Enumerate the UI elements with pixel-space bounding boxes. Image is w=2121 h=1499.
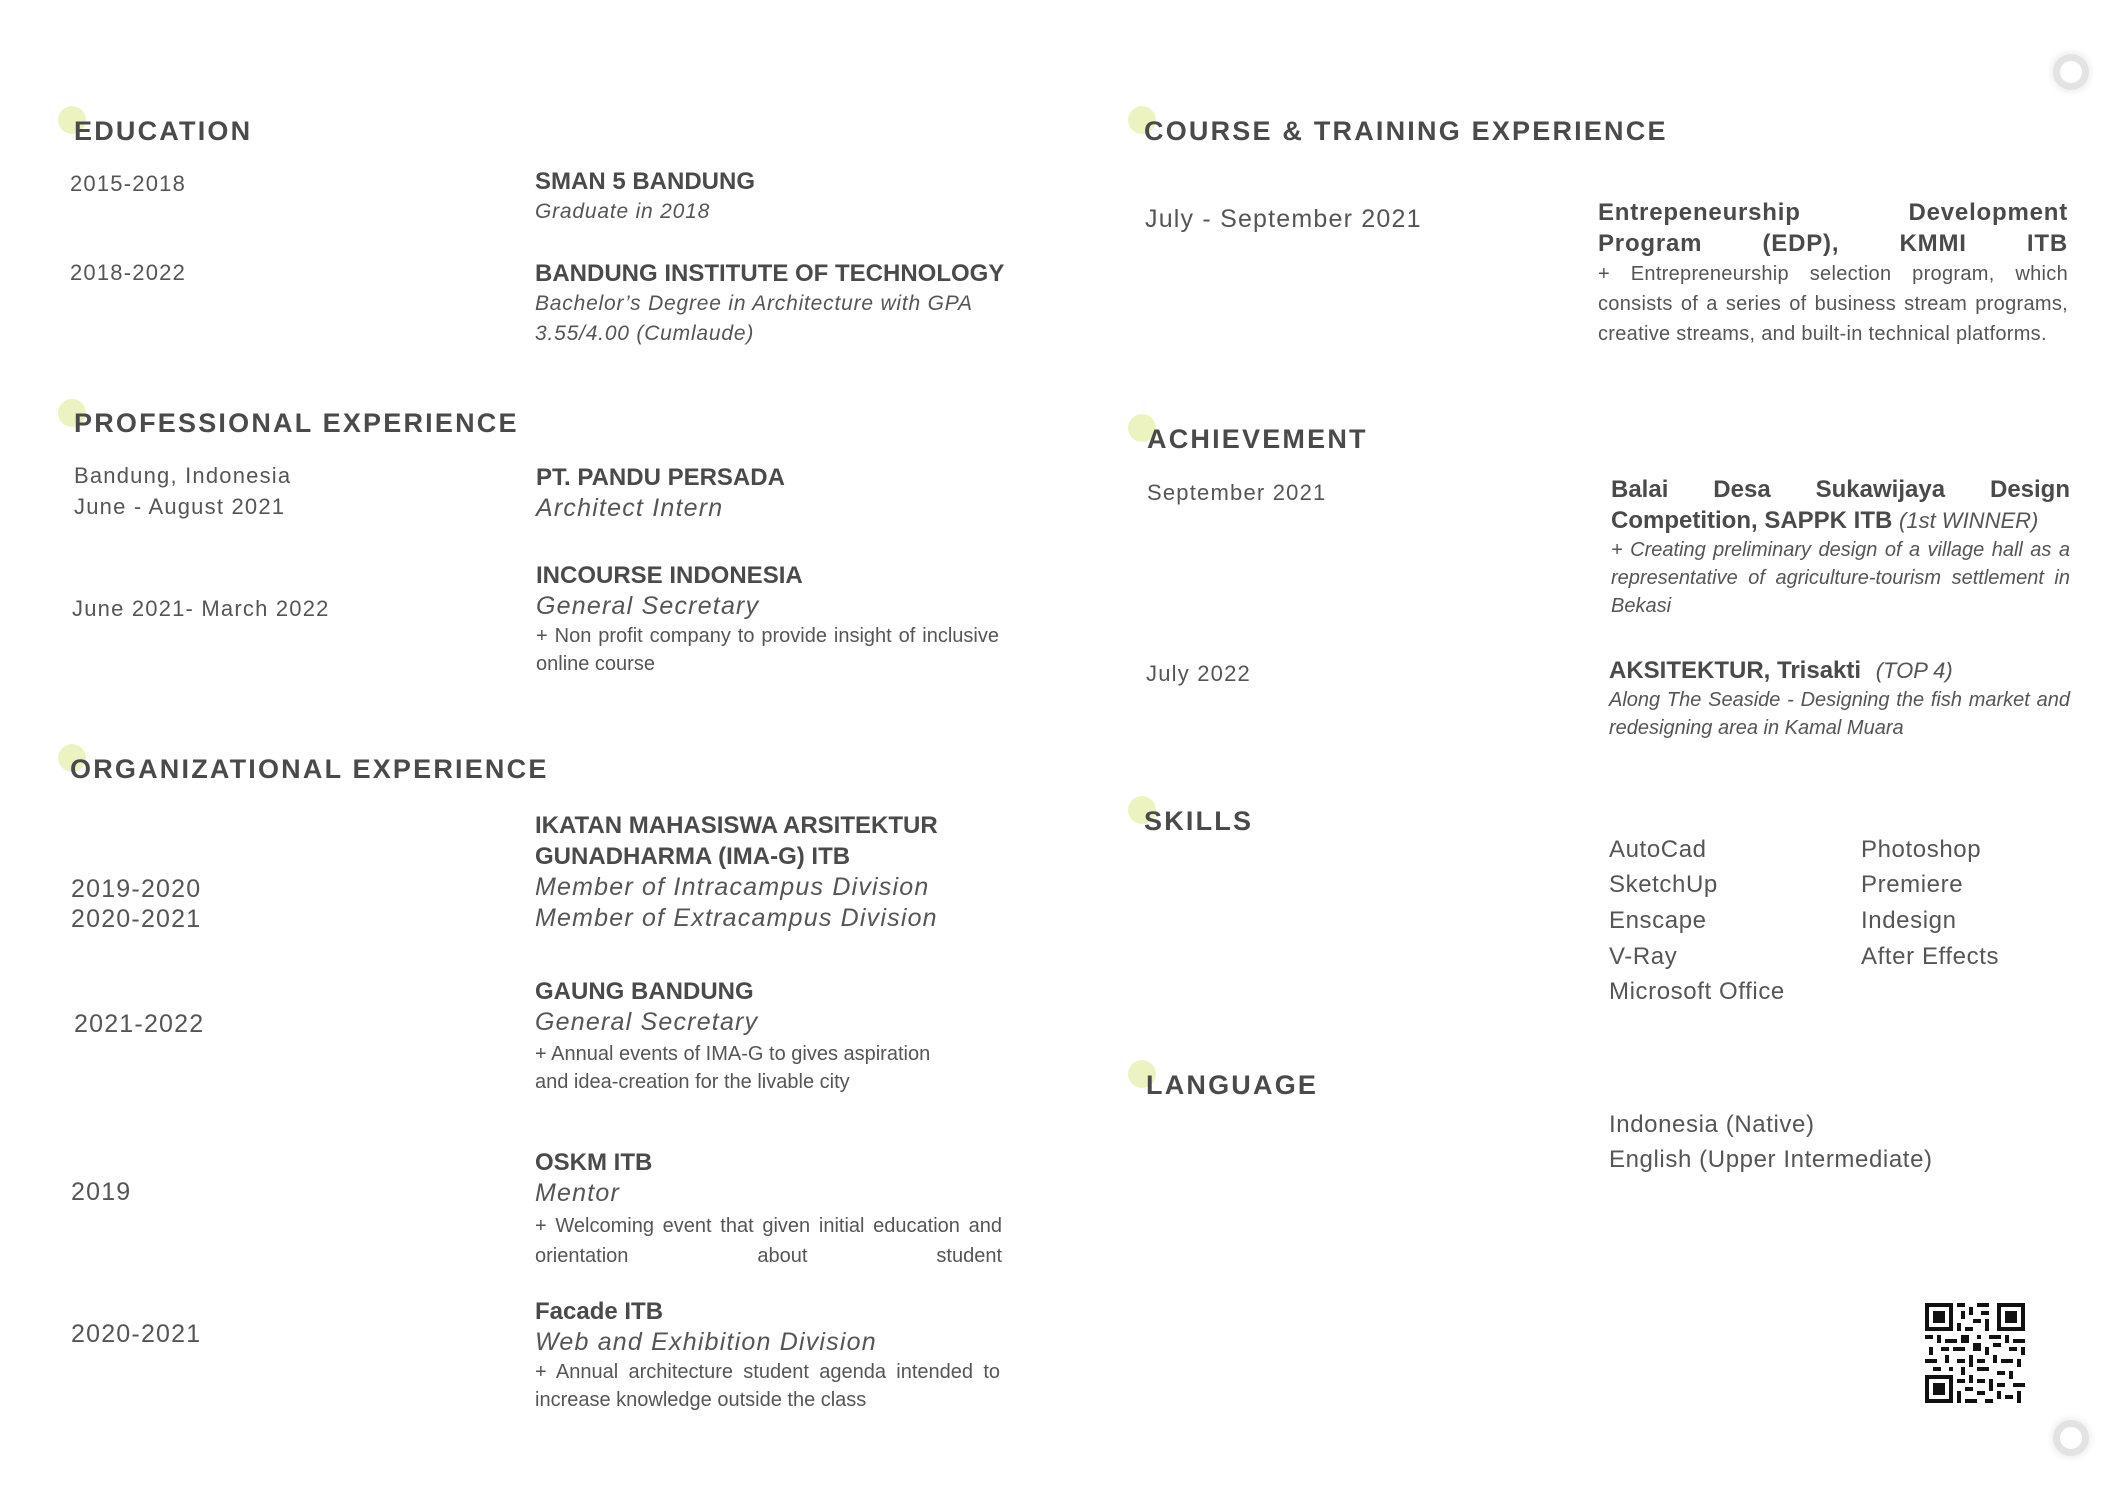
language-item: Indonesia (Native) [1609,1111,1815,1138]
course-description: + Entrepreneurship selection program, which consists of a series of business stream programs, creative streams, and built-in technical platforms. [1598,263,2068,345]
company-name: PT. PANDU PERSADA [536,464,785,491]
institution-name: BANDUNG INSTITUTE OF TECHNOLOGY [535,260,1005,287]
achievement-title: Balai Desa Sukawijaya Design Competition, SAPPK ITB [1611,476,2070,534]
job-item [536,462,1006,524]
job-item [536,560,999,678]
company-name: INCOURSE INDONESIA [536,562,803,589]
job-date: June - August 2021 [74,494,286,519]
qr-code-icon [1925,1303,2025,1403]
achievement-item [1609,655,2070,742]
education-detail: Graduate in 2018 [535,200,711,223]
skill-item: Microsoft Office [1609,978,1785,1005]
org-name: GUNADHARMA (IMA-G) ITB [535,843,851,870]
job-date: June 2021- March 2022 [72,596,330,621]
skill-item: After Effects [1861,943,2000,970]
achievement-name [1611,474,2070,536]
org-name: Facade ITB [535,1298,664,1325]
org-item [535,810,1015,934]
org-item [535,1147,1002,1271]
section-title: COURSE & TRAINING EXPERIENCE [1144,116,1668,146]
section-title: SKILLS [1144,806,1254,836]
achievement-date: September 2021 [1147,480,1327,505]
org-name: GAUNG BANDUNG [535,978,754,1005]
job-location: Bandung, Indonesia [74,463,292,488]
skill-item: V-Ray [1609,943,1678,970]
binder-ring-icon [2053,54,2089,90]
course-name: Entrepeneurship Development Program (EDP), KMMI ITB [1598,199,2068,257]
education-item [535,258,1015,349]
achievement-date: July 2022 [1146,661,1251,686]
org-description: + Welcoming event that given initial education and orientation about student [535,1215,1002,1267]
org-date: 2020-2021 [71,1320,202,1348]
course-item [1598,197,2068,349]
course-date: July - September 2021 [1145,205,1422,233]
binder-ring-icon [2053,1420,2089,1456]
education-date: 2018-2022 [70,260,187,285]
achievement-title: AKSITEKTUR, Trisakti [1609,657,1862,684]
org-description: and idea-creation for the livable city [535,1071,850,1093]
org-role: Member of Extracampus Division [535,904,938,932]
education-detail: Bachelor’s Degree in Architecture with GPA [535,292,973,315]
achievement-rank: (1st WINNER) [1899,508,2039,533]
org-role: Mentor [535,1179,621,1207]
org-name: IKATAN MAHASISWA ARSITEKTUR [535,812,938,839]
org-date: 2021-2022 [74,1010,205,1038]
org-item [535,976,1015,1096]
org-role: Member of Intracampus Division [535,873,930,901]
job-role: Architect Intern [536,494,724,522]
education-item [535,166,1005,227]
skill-item: Photoshop [1861,836,1982,863]
education-detail: 3.55/4.00 (Cumlaude) [535,322,755,345]
org-role: Web and Exhibition Division [535,1328,877,1356]
achievement-rank: (TOP 4) [1875,658,1953,683]
skill-item: AutoCad [1609,836,1707,863]
skill-item: Enscape [1609,907,1707,934]
achievement-item [1611,474,2070,620]
section-title: ACHIEVEMENT [1147,424,1368,454]
job-role: General Secretary [536,592,760,620]
org-date: 2019 [71,1178,132,1206]
org-name: OSKM ITB [535,1149,653,1176]
achievement-description: Along The Seaside - Designing the fish market and redesigning area in Kamal Muara [1609,689,2070,739]
achievement-description: + Creating preliminary design of a village hall as a representative of agriculture-tourism settlement in Bekasi [1611,539,2070,617]
job-description: + Non profit company to provide insight of inclusive online course [536,625,999,675]
skill-item: Indesign [1861,907,1957,934]
institution-name: SMAN 5 BANDUNG [535,168,756,195]
org-role: General Secretary [535,1008,759,1036]
org-date: 2020-2021 [71,905,202,933]
skill-item: Premiere [1861,871,1964,898]
section-title: LANGUAGE [1146,1070,1319,1100]
language-item: English (Upper Intermediate) [1609,1146,1933,1173]
org-item [535,1296,1000,1414]
org-description: + Annual events of IMA-G to gives aspiration [535,1043,931,1065]
education-date: 2015-2018 [70,171,187,196]
org-date: 2019-2020 [71,875,202,903]
skill-item: SketchUp [1609,871,1718,898]
section-title: PROFESSIONAL EXPERIENCE [74,408,519,438]
org-description: + Annual architecture student agenda intended to increase knowledge outside the class [535,1361,1000,1411]
section-title: EDUCATION [74,116,253,146]
achievement-name [1609,655,2070,686]
section-title: ORGANIZATIONAL EXPERIENCE [70,754,549,784]
